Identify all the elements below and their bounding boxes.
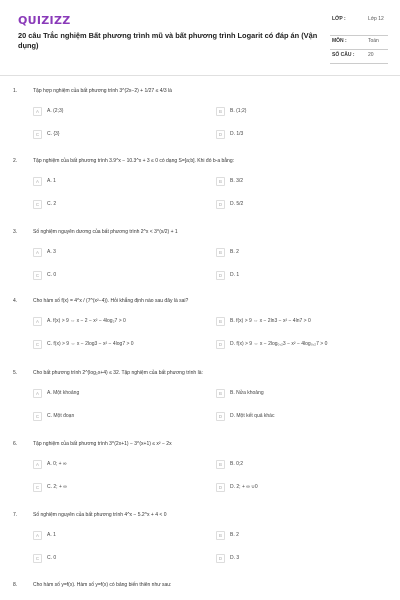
question-5 [13,370,388,430]
option-letter-box: A [33,177,42,186]
answer-option-c[interactable] [33,270,56,280]
question-3 [13,229,388,289]
option-letter-box: A [33,460,42,469]
question-text: Cho bất phương trình 2^(log₂x+4) ≤ 32. Tập nghiệm của bất phương trình là: [33,370,203,376]
option-letter-box: B [216,107,225,116]
option-label: D. 2; + ∞ ∪0 [230,484,258,490]
option-label: C. 2; + ∞ [47,484,67,490]
question-text: Tập nghiệm của bất phương trình 3.9^x − 10.3^x + 3 ≤ 0 có dạng S=[a;b]. Khi đó b-a bằng: [33,158,234,164]
answer-option-a[interactable] [33,106,63,116]
option-label: A. (2;3) [47,108,64,114]
info-box [330,14,388,64]
answer-option-c[interactable] [33,553,56,563]
info-value-class: Lớp 12 [368,16,384,22]
option-letter-box: D [216,483,225,492]
info-value-subject: Toán [368,38,379,44]
answer-option-b[interactable] [216,106,246,116]
header-divider [0,75,400,76]
option-label: C. {3} [47,131,60,137]
answer-option-a[interactable] [33,316,126,326]
answer-option-c[interactable] [33,339,134,349]
info-row-subject [330,36,388,50]
question-4 [13,298,388,358]
option-letter-box: A [33,317,42,326]
option-letter-box: B [216,248,225,257]
question-number: 5. [13,370,18,376]
info-label-count: SỐ CÂU : [332,52,355,58]
answer-option-a[interactable] [33,247,56,257]
option-letter-box: A [33,531,42,540]
option-label: B. 2 [230,249,239,255]
option-label: D. 3 [230,555,240,561]
option-letter-box: C [33,130,42,139]
option-letter-box: D [216,412,225,421]
option-label: C. 2 [47,201,57,207]
answer-option-a[interactable] [33,176,56,186]
page-title: 20 câu Trắc nghiệm Bất phương trình mũ và bất phương trình Logarit có đáp án (Vận dụng) [18,31,318,50]
option-label: B. 0;2 [230,461,244,467]
answer-option-b[interactable] [216,176,243,186]
option-letter-box: D [216,554,225,563]
info-value-count: 20 [368,52,374,58]
option-label: D. 1 [230,272,240,278]
option-letter-box: C [33,554,42,563]
question-7 [13,512,388,572]
option-letter-box: A [33,389,42,398]
question-number: 7. [13,512,18,518]
question-text: Số nghiệm nguyên của bất phương trình 4^x − 5.2^x + 4 < 0 [33,512,167,518]
answer-option-d[interactable] [216,270,239,280]
option-letter-box: C [33,200,42,209]
question-number: 2. [13,158,18,164]
option-letter-box: C [33,271,42,280]
question-number: 1. [13,88,18,94]
option-letter-box: D [216,130,225,139]
option-label: D. f(x) > 9 ⇔ x − 2log₀,₂3 − x² − 4log₀,₂7 > 0 [230,341,328,347]
option-letter-box: B [216,177,225,186]
info-label-subject: MÔN : [332,38,347,44]
option-letter-box: B [216,460,225,469]
question-2 [13,158,388,218]
option-letter-box: C [33,412,42,421]
option-letter-box: A [33,107,42,116]
answer-option-d[interactable] [216,411,274,421]
answer-option-c[interactable] [33,482,67,492]
option-label: B. 3/2 [230,178,244,184]
option-label: C. Một đoạn [47,413,75,419]
answer-option-d[interactable] [216,339,327,349]
answer-option-b[interactable] [216,316,311,326]
option-letter-box: C [33,340,42,349]
question-text: Cho hàm số f(x) = 4^x / (7^(x²−4)). Hỏi khẳng định nào sau đây là sai? [33,298,189,304]
answer-option-b[interactable] [216,530,239,540]
option-letter-box: A [33,248,42,257]
option-letter-box: D [216,200,225,209]
option-letter-box: C [33,483,42,492]
answer-option-b[interactable] [216,388,264,398]
option-label: B. f(x) > 9 ⇔ x − 2ln3 − x² − 4ln7 > 0 [230,318,311,324]
question-6 [13,441,388,501]
option-label: A. 3 [47,249,56,255]
answer-option-d[interactable] [216,129,243,139]
answer-option-d[interactable] [216,553,239,563]
answer-option-d[interactable] [216,199,243,209]
info-label-class: LỚP : [332,16,346,22]
question-text: Cho hàm số y=f(x). Hàm số y=f(x) có bảng biến thiên như sau: [33,582,172,588]
option-letter-box: B [216,389,225,398]
option-label: B. (1;2) [230,108,247,114]
answer-option-b[interactable] [216,459,243,469]
option-label: C. f(x) > 9 ⇔ x − 2log3 − x² − 4log7 > 0 [47,341,134,347]
option-label: B. 2 [230,532,239,538]
answer-option-d[interactable] [216,482,258,492]
answer-option-c[interactable] [33,199,56,209]
answer-option-a[interactable] [33,459,67,469]
quizizz-logo: QUIZIZZ [18,14,71,27]
info-row-class [330,14,388,36]
answer-option-a[interactable] [33,388,79,398]
option-letter-box: D [216,340,225,349]
option-letter-box: D [216,271,225,280]
question-text: Tập hợp nghiệm của bất phương trình 3^(2x−2) + 1/27 ≤ 4/3 là [33,88,172,94]
option-label: A. 1 [47,178,56,184]
question-number: 4. [13,298,18,304]
answer-option-c[interactable] [33,129,60,139]
option-label: D. 1/3 [230,131,244,137]
option-letter-box: B [216,531,225,540]
option-label: D. 5/2 [230,201,244,207]
question-number: 6. [13,441,18,447]
question-1 [13,88,388,148]
question-number: 3. [13,229,18,235]
info-row-count [330,50,388,64]
option-label: C. 0 [47,555,57,561]
option-label: A. Một khoảng [47,390,80,396]
option-letter-box: B [216,317,225,326]
question-text: Tập nghiệm của bất phương trình 3^(2x+1) − 3^(x+1) ≤ x² − 2x [33,441,172,447]
option-label: A. 0; + ∞ [47,461,67,467]
answer-option-a[interactable] [33,530,56,540]
question-number: 8. [13,582,18,588]
option-label: B. Nửa khoảng [230,390,264,396]
question-text: Số nghiệm nguyên dương của bất phương trình 2^x < 3^(x/2) + 1 [33,229,178,235]
answer-option-b[interactable] [216,247,239,257]
option-label: A. 1 [47,532,56,538]
option-label: A. f(x) > 9 ⇔ x − 2 − x² − 4log₂7 > 0 [47,318,126,324]
option-label: D. Một kết quả khác [230,413,275,419]
question-8 [13,582,388,600]
option-label: C. 0 [47,272,57,278]
answer-option-c[interactable] [33,411,74,421]
